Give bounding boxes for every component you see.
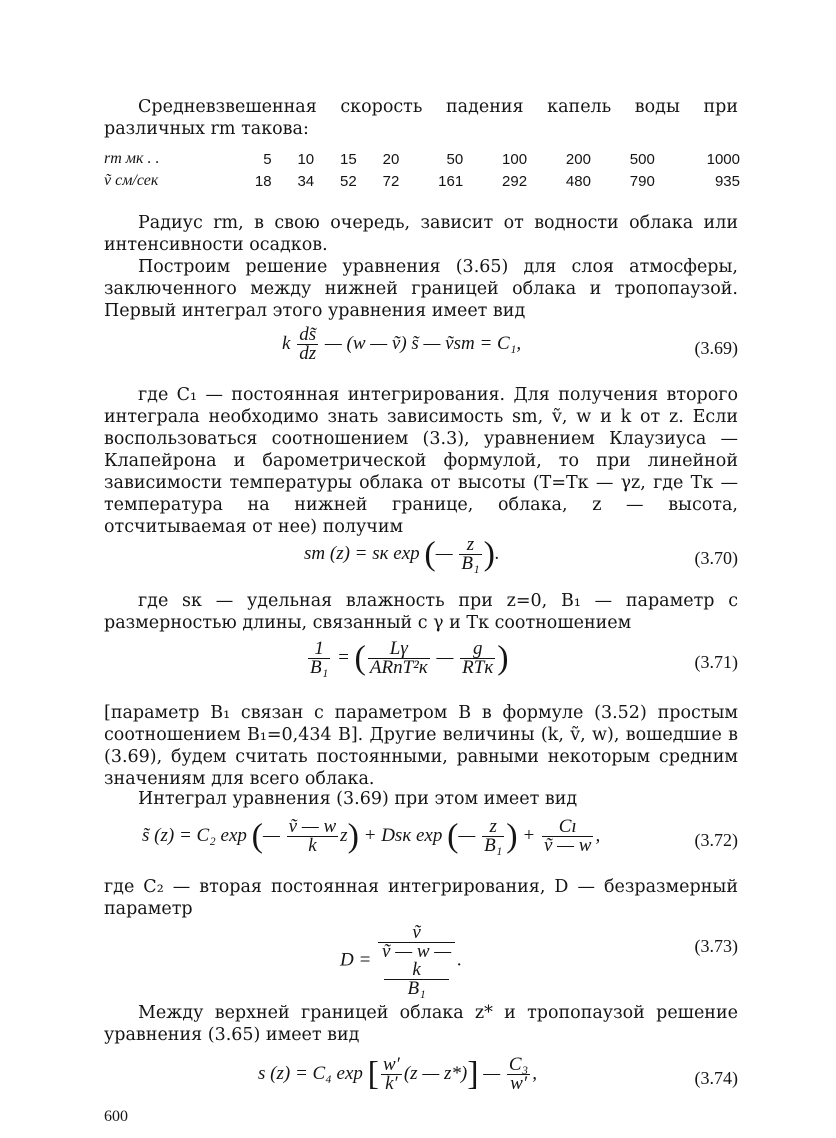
equation-3-73: D = ṽ ṽ — w — k B₁ . (3.73) <box>340 922 738 999</box>
equation-number: (3.74) <box>694 1068 738 1088</box>
fall-speed-table <box>104 148 740 192</box>
equation-number: (3.73) <box>694 936 738 956</box>
paragraph-where-1: где C₁ — постоянная интегрирования. Для получения второго интеграла необходимо знать зависимость sm, ṽ, w и k от z. Если воспользоваться соотношением (3.3), уравнением Клаузиуса — Клапейрона и барометрической формулой, то при линейной зависимости температуры облака от высоты (T=Tк — γz, где Tк — температура на нижней границе, облака, z — высота, отсчитываемая от нее) получим <box>104 385 738 537</box>
equation-3-72: s̃ (z) = C₂ exp (— $\frac{\text{ṽ — w}}{k}$ z) + Dsк exp (— $\frac{z}{\text{B₁}}$ ) + $\frac{Cı}{\text{ṽ — w}}$ , (3.72) <box>142 816 738 856</box>
paragraph-where-2: где sк — удельная влажность при z=0, B₁ — параметр с размерностью длины, связанный с γ и Tк соотношением <box>104 591 738 633</box>
equation-number: (3.71) <box>694 652 738 672</box>
paragraph-build: Построим решение уравнения (3.65) для слоя атмосферы, заключенного между нижней границей облака и тропопаузой. Первый интеграл этого уравнения имеет вид <box>104 257 738 321</box>
paragraph-param: [параметр B₁ связан с параметром B в формуле (3.52) простым соотношением B₁=0,434 B]. Другие величины (k, ṽ, w), вошедшие в (3.69), будем считать постоянными, равными некоторым средним значениям для всего облака. <box>104 703 738 789</box>
table-row: rm мк . . 5 10 15 20 50 100 200 500 1000 <box>104 148 740 170</box>
row-label-radius: rm мк . . <box>104 150 160 167</box>
table-row: ṽ см/сек 18 34 52 72 161 292 480 790 935 <box>104 170 740 192</box>
paragraph-intro: Средневзвешенная скорость падения капель воды при различных rm такова: <box>104 97 738 139</box>
page-number: 600 <box>104 1108 128 1125</box>
equation-3-69: k $\frac{ds̃}{dz}$ — (w — ṽ) s̃ — ṽsm = C₁, (3.69) <box>282 324 738 364</box>
equation-3-70: sm (z) = sк exp (— $\frac{z}{\text{B₁}}$ ). (3.70) <box>304 534 738 574</box>
paragraph-integral: Интеграл уравнения (3.69) при этом имеет вид <box>138 789 578 809</box>
equation-3-71: $\frac{1}{\text{B₁}}$ = ( $\frac{L\gamma}{\text{ARпT²к}}$ — $\frac{g}{\text{RTк}}$ ) (3.71) <box>310 638 738 678</box>
equation-number: (3.70) <box>694 548 738 568</box>
equation-number: (3.72) <box>694 830 738 850</box>
equation-number: (3.69) <box>694 338 738 358</box>
paragraph-between: Между верхней границей облака z* и тропопаузой решение уравнения (3.65) имеет вид <box>104 1003 738 1045</box>
equation-3-74: s (z) = C₄ exp [ $\frac{w'}{k'}$ (z — z*)] — $\frac{\text{C₃}}{w'}$ , (3.74) <box>258 1054 738 1094</box>
paragraph-where-3: где C₂ — вторая постоянная интегрирования, D — безразмерный параметр <box>104 877 738 919</box>
paragraph-radius: Радиус rm, в свою очередь, зависит от водности облака или интенсивности осадков. <box>104 213 738 255</box>
row-label-speed: ṽ см/сек <box>104 172 159 189</box>
